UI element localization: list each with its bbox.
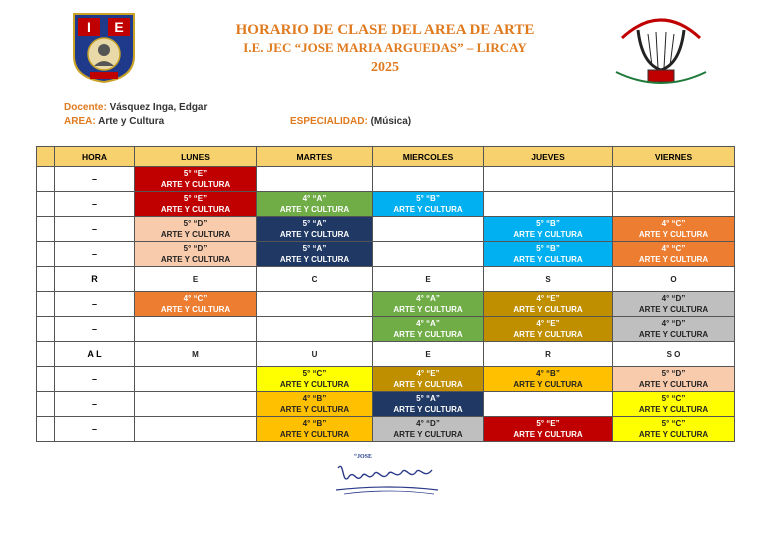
schedule-cell	[373, 367, 484, 392]
grade-section: 4° “B”	[536, 369, 560, 378]
row-blank-cell	[37, 167, 55, 192]
schedule-cell	[373, 217, 484, 242]
header-viernes: VIERNES	[613, 147, 735, 167]
schedule-cell	[373, 392, 484, 417]
schedule-cell	[257, 217, 373, 242]
schedule-cell	[135, 267, 257, 292]
subject-label: ARTE Y CULTURA	[393, 380, 463, 389]
schedule-cell	[257, 317, 373, 342]
table-row	[37, 242, 735, 267]
hora-cell: –	[55, 317, 135, 342]
row-blank-cell	[37, 242, 55, 267]
schedule-cell	[373, 342, 484, 367]
subject-label: ARTE Y CULTURA	[638, 305, 709, 314]
table-row	[37, 367, 735, 392]
grade-section: 5° “A”	[302, 219, 327, 228]
schedule-cell	[135, 367, 257, 392]
subject-label: ARTE Y CULTURA	[393, 330, 463, 339]
row-blank-cell	[37, 367, 55, 392]
grade-section: E	[425, 349, 431, 359]
table-row	[37, 292, 735, 317]
schedule-cell	[257, 292, 373, 317]
row-blank-cell	[37, 217, 55, 242]
schedule-body	[37, 167, 735, 442]
grade-section: E	[425, 274, 431, 284]
teacher-name: Vásquez Inga, Edgar	[109, 102, 208, 113]
schedule-cell	[484, 192, 613, 217]
subject-label: ARTE Y CULTURA	[160, 180, 231, 189]
schedule-cell	[373, 167, 484, 192]
area-label: AREA:	[64, 116, 96, 127]
schedule-cell	[613, 192, 735, 217]
schedule-cell	[135, 317, 257, 342]
schedule-cell	[484, 417, 613, 442]
table-row	[37, 267, 735, 292]
grade-section: 4° “A”	[416, 294, 440, 303]
schedule-cell	[613, 217, 735, 242]
schedule-cell	[613, 342, 735, 367]
subject-label: ARTE Y CULTURA	[393, 405, 463, 414]
table-row	[37, 317, 735, 342]
schedule-cell	[135, 242, 257, 267]
schedule-table	[36, 146, 735, 442]
table-row	[37, 192, 735, 217]
subject-label: ARTE Y CULTURA	[513, 430, 583, 439]
hora-cell: –	[55, 242, 135, 267]
grade-section: 5° “A”	[302, 244, 327, 253]
school-name: I.E. JEC “JOSE MARIA ARGUEDAS” – LIRCAY	[243, 40, 527, 55]
table-row	[37, 392, 735, 417]
header-blank	[37, 147, 55, 167]
grade-section: 4° “A”	[302, 194, 327, 203]
specialty-label: ESPECIALIDAD:	[290, 116, 368, 127]
schedule-cell	[257, 417, 373, 442]
schedule-cell	[613, 242, 735, 267]
schedule-cell	[135, 192, 257, 217]
school-crest-icon	[72, 12, 136, 84]
year: 2025	[371, 60, 399, 75]
schedule-cell	[373, 242, 484, 267]
hora-cell: –	[55, 292, 135, 317]
schedule-cell	[135, 292, 257, 317]
table-header-row	[37, 147, 735, 167]
subject-label: ARTE Y CULTURA	[160, 230, 231, 239]
subject-label: ARTE Y CULTURA	[393, 205, 463, 214]
grade-section: 5° “A”	[416, 394, 440, 403]
grade-section: 5° “D”	[661, 369, 686, 378]
table-row	[37, 167, 735, 192]
schedule-cell	[257, 267, 373, 292]
hora-cell: –	[55, 217, 135, 242]
grade-section: R	[545, 349, 551, 359]
hora-cell: –	[55, 367, 135, 392]
subject-label: ARTE Y CULTURA	[160, 205, 231, 214]
schedule-cell	[257, 392, 373, 417]
specialty-line	[290, 116, 411, 127]
schedule-title: HORARIO DE CLASE DEL AREA DE ARTE	[235, 22, 535, 38]
grade-section: 5° “D”	[183, 219, 208, 228]
grade-section: 4° “C”	[183, 294, 208, 303]
lyre-emblem-icon	[608, 8, 714, 96]
teacher-line	[64, 102, 207, 113]
grade-section: 4° “B”	[302, 394, 327, 403]
schedule-cell	[613, 317, 735, 342]
table-row	[37, 342, 735, 367]
schedule-cell	[613, 267, 735, 292]
hora-cell: –	[55, 392, 135, 417]
grade-section: U	[311, 349, 318, 359]
schedule-cell	[373, 267, 484, 292]
grade-section: 5° “E”	[536, 419, 560, 428]
subject-label: ARTE Y CULTURA	[393, 430, 463, 439]
subject-label: ARTE Y CULTURA	[393, 305, 463, 314]
subject-label: ARTE Y CULTURA	[513, 330, 583, 339]
hora-cell: –	[55, 417, 135, 442]
subject-label: ARTE Y CULTURA	[279, 230, 350, 239]
schedule-cell	[135, 342, 257, 367]
table-row	[37, 417, 735, 442]
schedule-cell	[484, 342, 613, 367]
row-blank-cell	[37, 292, 55, 317]
header-martes: MARTES	[257, 147, 373, 167]
svg-text:I: I	[87, 19, 91, 35]
subject-label: ARTE Y CULTURA	[638, 405, 709, 414]
subject-label: ARTE Y CULTURA	[160, 305, 231, 314]
grade-section: M	[192, 349, 199, 359]
grade-section: 5° “B”	[536, 244, 560, 253]
specialty-value: (Música)	[370, 116, 412, 127]
schedule-cell	[373, 317, 484, 342]
signature-caption: “JOSE	[354, 454, 373, 460]
grade-section: 5° “C”	[302, 369, 327, 378]
schedule-cell	[613, 392, 735, 417]
schedule-cell	[135, 417, 257, 442]
schedule-cell	[257, 192, 373, 217]
grade-section: 4° “E”	[536, 294, 560, 303]
hora-cell: –	[55, 167, 135, 192]
row-blank-cell	[37, 317, 55, 342]
grade-section: 5° “B”	[416, 194, 440, 203]
grade-section: 5° “D”	[183, 244, 208, 253]
schedule-cell	[484, 317, 613, 342]
schedule-cell	[484, 217, 613, 242]
grade-section: 5° “E”	[183, 169, 208, 178]
schedule-cell	[484, 167, 613, 192]
area-value: Arte y Cultura	[98, 116, 165, 127]
subject-label: ARTE Y CULTURA	[638, 380, 709, 389]
subject-label: ARTE Y CULTURA	[279, 430, 350, 439]
svg-text:E: E	[114, 19, 124, 35]
subject-label: ARTE Y CULTURA	[279, 205, 350, 214]
row-blank-cell	[37, 192, 55, 217]
subject-label: ARTE Y CULTURA	[513, 305, 583, 314]
schedule-cell	[373, 292, 484, 317]
header-lunes: LUNES	[135, 147, 257, 167]
schedule-cell	[257, 342, 373, 367]
grade-section: 5° “B”	[536, 219, 560, 228]
schedule-cell	[257, 242, 373, 267]
schedule-cell	[613, 367, 735, 392]
subject-label: ARTE Y CULTURA	[513, 255, 583, 264]
grade-section: 4° “D”	[661, 319, 686, 328]
schedule-cell	[257, 367, 373, 392]
schedule-cell	[613, 417, 735, 442]
schedule-cell	[257, 167, 373, 192]
schedule-cell	[484, 392, 613, 417]
schedule-cell	[373, 417, 484, 442]
schedule-cell	[484, 292, 613, 317]
header-jueves: JUEVES	[484, 147, 613, 167]
grade-section: 4° “A”	[416, 319, 440, 328]
subject-label: ARTE Y CULTURA	[160, 255, 231, 264]
grade-section: C	[311, 274, 318, 284]
grade-section: E	[192, 274, 199, 284]
grade-section: 4° “C”	[661, 219, 686, 228]
grade-section: S O	[666, 349, 681, 359]
grade-section: 4° “D”	[661, 294, 686, 303]
subject-label: ARTE Y CULTURA	[638, 430, 709, 439]
subject-label: ARTE Y CULTURA	[279, 380, 350, 389]
schedule-cell	[135, 392, 257, 417]
row-blank-cell	[37, 342, 55, 367]
schedule-cell	[613, 292, 735, 317]
hora-cell: –	[55, 192, 135, 217]
schedule-cell	[484, 242, 613, 267]
row-blank-cell	[37, 267, 55, 292]
schedule-cell	[373, 192, 484, 217]
schedule-cell	[135, 167, 257, 192]
grade-section: 4° “C”	[661, 244, 686, 253]
schedule-cell	[613, 167, 735, 192]
table-row	[37, 217, 735, 242]
grade-section: 5° “E”	[183, 194, 208, 203]
row-blank-cell	[37, 417, 55, 442]
grade-section: 4° “B”	[302, 419, 327, 428]
schedule-cell	[484, 267, 613, 292]
subject-label: ARTE Y CULTURA	[279, 255, 350, 264]
row-blank-cell	[37, 392, 55, 417]
hora-cell: A L	[55, 342, 135, 367]
grade-section: 5° “C”	[661, 394, 686, 403]
grade-section: S	[545, 274, 551, 284]
handwritten-signature-icon	[334, 454, 444, 498]
grade-section: 4° “D”	[416, 419, 440, 428]
area-line	[64, 116, 164, 127]
schedule-cell	[484, 367, 613, 392]
header-miercoles: MIERCOLES	[373, 147, 484, 167]
subject-label: ARTE Y CULTURA	[638, 230, 709, 239]
subject-label: ARTE Y CULTURA	[638, 330, 709, 339]
schedule-cell	[135, 217, 257, 242]
grade-section: 4° “E”	[416, 369, 440, 378]
header-hora: HORA	[55, 147, 135, 167]
subject-label: ARTE Y CULTURA	[638, 255, 709, 264]
subject-label: ARTE Y CULTURA	[513, 380, 583, 389]
subject-label: ARTE Y CULTURA	[279, 405, 350, 414]
hora-cell: R	[55, 267, 135, 292]
grade-section: 5° “C”	[661, 419, 686, 428]
grade-section: 4° “E”	[536, 319, 560, 328]
grade-section: O	[670, 274, 677, 284]
teacher-label: Docente:	[64, 102, 107, 113]
subject-label: ARTE Y CULTURA	[513, 230, 583, 239]
